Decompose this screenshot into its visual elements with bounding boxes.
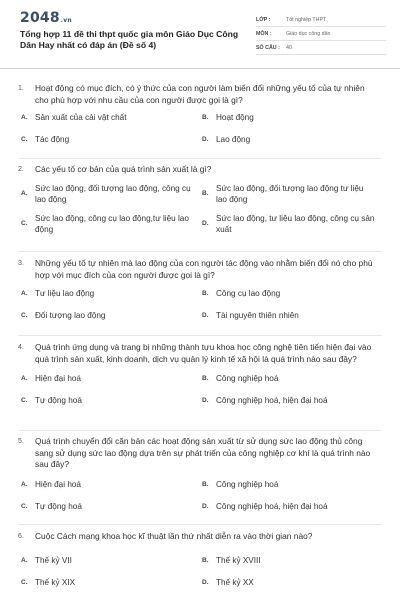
question-4 (18, 342, 380, 406)
header-divider (0, 68, 400, 69)
question-6 (18, 531, 380, 588)
question-number: 1. (18, 85, 24, 92)
meta-row-subject (256, 27, 386, 41)
answer-options (18, 183, 380, 235)
option-b[interactable]: B. Sức lao động, đối tượng lao động tư liệu lao động (202, 183, 364, 204)
question-separator (18, 158, 382, 159)
meta-box (256, 13, 386, 55)
option-c[interactable]: C. Thế kỷ XIX (21, 577, 76, 587)
option-d[interactable]: D. Thế kỷ XX (202, 577, 254, 587)
answer-options (18, 555, 380, 588)
option-d[interactable]: D. Lao động (202, 135, 251, 144)
question-number: 2. (18, 166, 24, 173)
option-b[interactable]: B. Công cụ lao động (202, 289, 281, 298)
question-5 (18, 436, 380, 512)
question-text: Những yếu tố tự nhiên mà lao động của con người tác động vào nhằm biến đổi nó cho phù hợp với mục đích của con người được gọi là gì? (35, 258, 373, 280)
question-separator (18, 430, 382, 431)
option-a[interactable]: A. Tư liệu lao động (21, 289, 95, 298)
question-2 (18, 164, 380, 235)
option-b[interactable]: B. Thế kỷ XVIII (202, 555, 261, 565)
option-d[interactable]: D. Công nghiệp hoá, hiện đại hoá (202, 501, 328, 511)
option-b[interactable]: B. Hoạt động (202, 113, 254, 122)
question-number: 4. (18, 344, 24, 351)
option-a[interactable]: A. Sức lao động, đối tượng lao động, công cụ lao động (21, 183, 191, 204)
question-text: Hoạt động có mục đích, có ý thức của con người làm biến đổi những yếu tố của tự nhiên cho phù hợp với nhu cầu của con người được gọi là gì? (35, 83, 365, 105)
question-number: 6. (18, 533, 24, 540)
answer-options (18, 479, 380, 512)
option-c[interactable]: C. Tự động hoá (21, 396, 82, 405)
site-logo[interactable]: 2048.vn (20, 10, 72, 26)
option-d[interactable]: D. Tài nguyên thiên nhiên (202, 311, 299, 320)
meta-row-class (256, 13, 386, 27)
option-a[interactable]: A. Thế kỷ VII (21, 555, 72, 565)
question-separator (18, 524, 382, 525)
question-text: Cuộc Cách mạng khoa học kĩ thuật lần thứ nhất diễn ra vào thời gian nào? (35, 531, 313, 541)
option-c[interactable]: C. Tự động hoá (21, 501, 82, 511)
question-text: Các yếu tố cơ bản của quá trình sản xuất là gì? (35, 164, 212, 174)
meta-label: SỐ CÂU : (256, 44, 280, 51)
option-d[interactable]: D. Sức lao động, tư liệu lao động, công cụ sản xuất (202, 213, 375, 234)
meta-value: Tốt nghiệp THPT (286, 16, 327, 23)
option-d[interactable]: D. Công nghiệp hoá, hiện đại hoá (202, 396, 328, 405)
option-a[interactable]: A. Hiện đại hoá (21, 479, 81, 489)
meta-value: 40 (286, 44, 292, 51)
option-b[interactable]: B. Công nghiệp hoá (202, 479, 279, 489)
option-b[interactable]: B. Công nghiệp hoá (202, 374, 279, 383)
meta-value: Giáo dục công dân (286, 30, 331, 37)
option-a[interactable]: A. Sản xuất của cải vật chất (21, 113, 127, 122)
option-c[interactable]: C. Tác động (21, 135, 70, 144)
option-c[interactable]: C. Đối tượng lao động (21, 311, 106, 320)
question-number: 3. (18, 260, 24, 267)
question-separator (18, 335, 382, 336)
question-number: 5. (18, 438, 24, 445)
question-3 (18, 258, 380, 321)
meta-row-count (256, 41, 386, 55)
document-title: Tổng hợp 11 đề thi thpt quốc gia môn Giáo Dục Công Dân Hay nhất có đáp án (Đề số 4) (20, 29, 239, 50)
meta-label: LỚP : (256, 16, 271, 23)
question-text: Quá trình ứng dụng và trang bị những thành tựu khoa học công nghệ tiên tiến hiện đại vào quá trình sản xuất, kinh doanh, dịch vụ quản lý kinh tế xã hội là quá trình nào sau đây? (35, 342, 372, 364)
document-header (0, 0, 400, 63)
option-a[interactable]: A. Hiện đại hoá (21, 374, 81, 383)
answer-options (18, 373, 380, 406)
meta-label: MÔN : (256, 30, 272, 37)
question-1 (18, 83, 380, 145)
option-c[interactable]: C. Sức lao động, công cụ lao động,tư liệu lao động (21, 213, 189, 234)
answer-options (18, 288, 380, 321)
answer-options (18, 112, 380, 145)
question-separator (18, 251, 382, 252)
question-text: Quá trình chuyển đổi căn bản các hoạt động sản xuất từ sử dụng sức lao động thủ công sang sử dụng sức lao động dựa trên sự phát triển của công nghiệp cơ khí là quá trình nào sau đây? (35, 436, 371, 469)
